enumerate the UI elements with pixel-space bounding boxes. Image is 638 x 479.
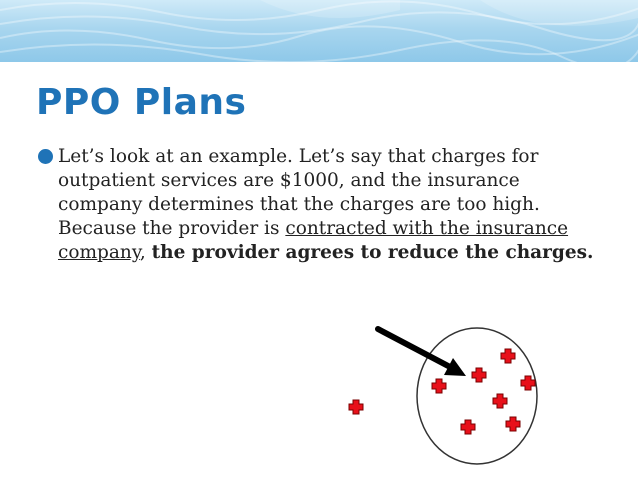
red-cross-icon [472,368,486,382]
red-cross-icon [506,417,520,431]
red-cross-icon [521,376,535,390]
red-cross-icon [432,379,446,393]
body-text-comma: , [139,242,152,263]
red-cross-icon [501,349,515,363]
body-text-part1: Let’s look at an example. Let’s say that charges for outpatient services are $1000, and the insurance company determines that the charges are too high. Because the provider is [58,146,540,239]
body-text-bold: the provider agrees to reduce the charges. [151,242,594,263]
slide-title: PPO Plans [36,82,247,123]
provider-circle [417,328,537,464]
red-cross-icon [349,400,363,414]
body-text-underlined: contracted with the insurance company [58,218,569,263]
red-cross-icon [493,394,507,408]
red-cross-icon [461,420,475,434]
